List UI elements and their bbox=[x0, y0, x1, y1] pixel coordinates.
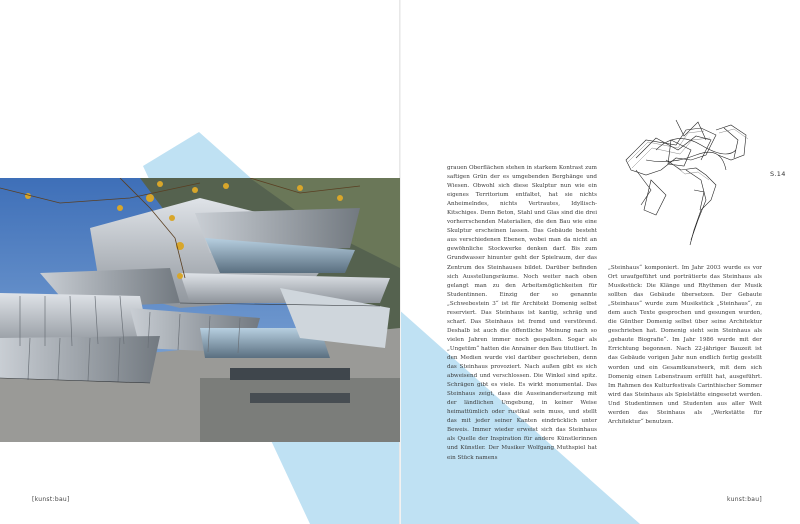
article-paragraph-1: grauen Oberflächen stehen in starkem Kontrast zum saftigen Grün der es umgebenden Berghänge und Wiesen. Obwohl sich diese Skulptur nun wie ein eigenes Territorium entfaltet, hat sie nichts Anheimelndes, nichts Vertrautes, Idyllisch-Kitschiges. Denn Beton, Stahl und Glas sind die drei vorherrschenden Materialien, die den Bau wie eine Skulptur erscheinen lassen. Das Gebäude besteht aus verschiedenen Ebenen, wobei man da nicht an gewöhnliche Stockwerke denken darf. Bis zum Grundwasser hinunter geht der Spielraum, der das Zentrum des Steinhauses bildet. Darüber befinden sich Ausstellungsräume. Noch weiter nach oben gelangt man zu den Arbeitsmöglichkeiten für Studentinnen. Einzig der so genannte „Schwebestein 3“ ist für Architekt Domenig selbst reserviert. Das Steinhaus ist kantig, schräg und scharf. Das Steinhaus ist fremd und verstörend. Deshalb ist auch die öffentliche Meinung nach so vielen Jahren immer noch gespalten. Sogar als „Ungetüm“ hatten die Anrainer den Bau titutliert. In den Medien wurde viel darüber geschrieben, denn das Steinhaus provoziert. Nach außen gibt es sich abweisend und verschlossen. Die Winkel sind spitz. Schrägen gibt es viele. Es wirkt monumental. Das Steinhaus zeigt, dass die Auseinandersetzung mit der ländlichen Umgebung, in keiner Weise heimattümlich oder rustikal sein muss, und stellt das mit jeder seiner Kanten eindrücklich unter Beweis. Immer wieder erweist sich das Steinhaus als Quelle der Inspiration für andere Künstlerinnen und Künstler. Der Musiker Wolfgang Muthspiel hat ein Stück namens bbox=[447, 165, 597, 461]
article-column-2 bbox=[608, 264, 762, 427]
article-column-1 bbox=[447, 164, 597, 463]
footer-right-runner: kunst:bau] bbox=[727, 496, 763, 503]
architect-sketch bbox=[606, 100, 766, 252]
article-paragraph-2: „Steinhaus“ komponiert. Im Jahr 2003 wurde es vor Ort uraufgeführt und porträtierte das Steinhaus als Musikstück: Die Klänge und Rhythmen der Musik sollten das Gebäude übersetzen. Der Gebaute „Steinhaus“ wurde zum Musikstück „Steinhaus“, zu dem auch Texte gesprochen und gesungen wurden, die Günther Domenig selbst über seine Architektur geschrieben hat. Domenig sieht sein Steinhaus als „gebaute Biografie“. Im Jahr 1986 wurde mit der Errichtung begonnen. Nach 22-jähriger Bauzeit ist das Gebäude vorigen Jahr nun endlich fertig gestellt worden und ein Gesamtkunstwerk, mit dem sich Domenig einen Lebenstraum erfüllt hat, ausgeführt. Im Rahmen des Kulturfestivals Carinthischer Sommer wird das Steinhaus als Spielstätte eingesetzt werden. Und Studentinnen und Studenten aus aller Welt werden das Steinhaus als „Werkstätte für Architektur“ benutzen. bbox=[608, 265, 762, 425]
footer-left-runner: [kunst:bau] bbox=[32, 496, 70, 503]
page-number: S.14 bbox=[770, 170, 786, 178]
building-photo bbox=[0, 178, 400, 442]
